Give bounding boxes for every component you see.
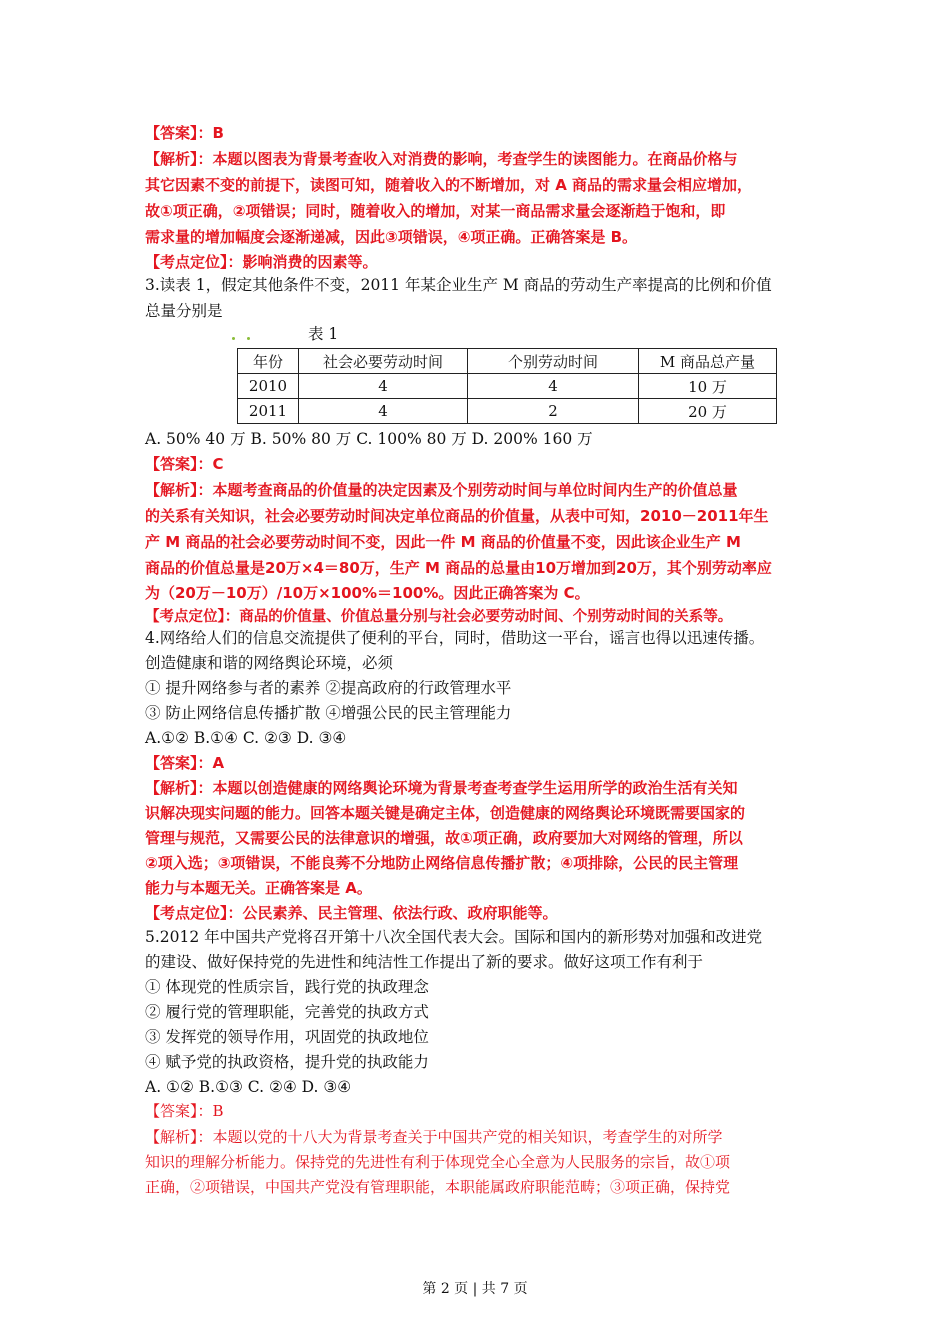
q4-stem-line-1: 4.网络给人们的信息交流提供了便利的平台，同时，借助这一平台，谣言也得以迅速传播。 [145, 629, 765, 647]
q5-answer: 【答案】：B [145, 1102, 224, 1120]
table-cell: 4 [299, 374, 468, 399]
q2-answer: 【答案】：B [145, 124, 224, 142]
q4-options: A.①② B.①④ C. ②③ D. ③④ [145, 729, 347, 747]
q3-analysis-line-3: 产 M 商品的社会必要劳动时间不变，因此一件 M 商品的价值量不变，因此该企业生产 M [145, 533, 741, 551]
table-header-row [238, 349, 777, 374]
table-cell: 4 [468, 374, 639, 399]
q4-analysis-line-2: 识解决现实问题的能力。回答本题关键是确定主体，创造健康的网络舆论环境既需要国家的 [145, 804, 746, 822]
q3-stem-line-1: 3.读表 1，假定其他条件不变，2011 年某企业生产 M 商品的劳动生产率提高的比例和价值 [145, 276, 772, 294]
q4-analysis-line-1: 【解析】：本题以创造健康的网络舆论环境为背景考查考查学生运用所学的政治生活有关知 [145, 779, 738, 797]
q2-analysis-line-4: 需求量的增加幅度会逐渐递减，因此③项错误，④项正确。正确答案是 B。 [145, 228, 638, 246]
q4-point: 【考点定位】：公民素养、民主管理、依法行政、政府职能等。 [145, 904, 558, 922]
q5-stem-line-1: 5.2012 年中国共产党将召开第十八次全国代表大会。国际和国内的新形势对加强和改进党 [145, 928, 763, 946]
q5-analysis-line-2: 知识的理解分析能力。保持党的先进性有利于体现党全心全意为人民服务的宗旨，故①项 [145, 1153, 731, 1171]
q4-analysis-line-3: 管理与规范，又需要公民的法律意识的增强，故①项正确，政府要加大对网络的管理，所以 [145, 829, 743, 847]
q5-options: A. ①② B.①③ C. ②④ D. ③④ [145, 1078, 352, 1096]
q4-stem-line-2: 创造健康和谐的网络舆论环境，必须 [145, 654, 394, 672]
q4-items-line-2: ③ 防止网络信息传播扩散 ④增强公民的民主管理能力 [145, 704, 512, 722]
table-cell: 2 [468, 399, 639, 424]
decorative-dot [247, 337, 250, 340]
q3-point: 【考点定位】：商品的价值量、价值总量分别与社会必要劳动时间、个别劳动时间的关系等。 [145, 609, 733, 625]
q5-stem-line-2: 的建设、做好保持党的先进性和纯洁性工作提出了新的要求。做好这项工作有利于 [145, 953, 704, 971]
table-row [238, 399, 777, 424]
q3-analysis-line-1: 【解析】：本题考查商品的价值量的决定因素及个别劳动时间与单位时间内生产的价值总量 [145, 481, 738, 499]
q3-analysis-line-4: 商品的价值总量是20万×4＝80万，生产 M 商品的总量由10万增加到20万，其个别劳动率应 [145, 559, 772, 577]
q3-analysis-line-2: 的关系有关知识，社会必要劳动时间决定单位商品的价值量，从表中可知，2010－2011年生 [145, 507, 769, 525]
q2-analysis-line-1: 【解析】：本题以图表为背景考查收入对消费的影响，考查学生的读图能力。在商品价格与 [145, 150, 738, 168]
q5-item-4: ④ 赋予党的执政资格，提升党的执政能力 [145, 1053, 429, 1071]
q4-analysis-line-5: 能力与本题无关。正确答案是 A。 [145, 879, 372, 897]
q5-item-2: ② 履行党的管理职能，完善党的执政方式 [145, 1003, 429, 1021]
table-row [238, 374, 777, 399]
q4-items-line-1: ① 提升网络参与者的素养 ②提高政府的行政管理水平 [145, 679, 512, 697]
page-footer: 第 2 页 | 共 7 页 [422, 1281, 528, 1297]
table-header-cell: M 商品总产量 [639, 349, 777, 374]
q2-point: 【考点定位】：影响消费的因素等。 [145, 253, 378, 271]
q2-analysis-line-2: 其它因素不变的前提下，读图可知，随着收入的不断增加，对 A 商品的需求量会相应增加， [145, 176, 753, 194]
table-header-cell: 社会必要劳动时间 [299, 349, 468, 374]
table-header-cell: 年份 [238, 349, 299, 374]
table-header-cell: 个别劳动时间 [468, 349, 639, 374]
table-cell: 2010 [238, 374, 299, 399]
q5-analysis-line-3: 正确，②项错误，中国共产党没有管理职能，本职能属政府职能范畴；③项正确，保持党 [145, 1178, 731, 1196]
table-cell: 2011 [238, 399, 299, 424]
decorative-dot [232, 337, 235, 340]
q3-options: A. 50% 40 万 B. 50% 80 万 C. 100% 80 万 D. 200% 160 万 [145, 430, 593, 448]
table-cell: 10 万 [639, 374, 777, 399]
q4-analysis-line-4: ②项入选；③项错误，不能良莠不分地防止网络信息传播扩散；④项排除，公民的民主管理 [145, 854, 739, 872]
table-cell: 20 万 [639, 399, 777, 424]
table-cell: 4 [299, 399, 468, 424]
data-table [237, 348, 777, 424]
q3-stem-line-2: 总量分别是 [145, 302, 223, 320]
q3-answer: 【答案】：C [145, 455, 224, 473]
q5-analysis-line-1: 【解析】：本题以党的十八大为背景考查关于中国共产党的相关知识，考查学生的对所学 [145, 1128, 723, 1146]
table-caption: 表 1 [308, 325, 339, 343]
q3-analysis-line-5: 为（20万－10万）/10万×100%＝100%。因此正确答案为 C。 [145, 584, 590, 602]
q5-item-1: ① 体现党的性质宗旨，践行党的执政理念 [145, 978, 429, 996]
q4-answer: 【答案】：A [145, 754, 225, 772]
q2-analysis-line-3: 故①项正确，②项错误；同时，随着收入的增加，对某一商品需求量会逐渐趋于饱和，即 [145, 202, 726, 220]
q5-item-3: ③ 发挥党的领导作用，巩固党的执政地位 [145, 1028, 429, 1046]
